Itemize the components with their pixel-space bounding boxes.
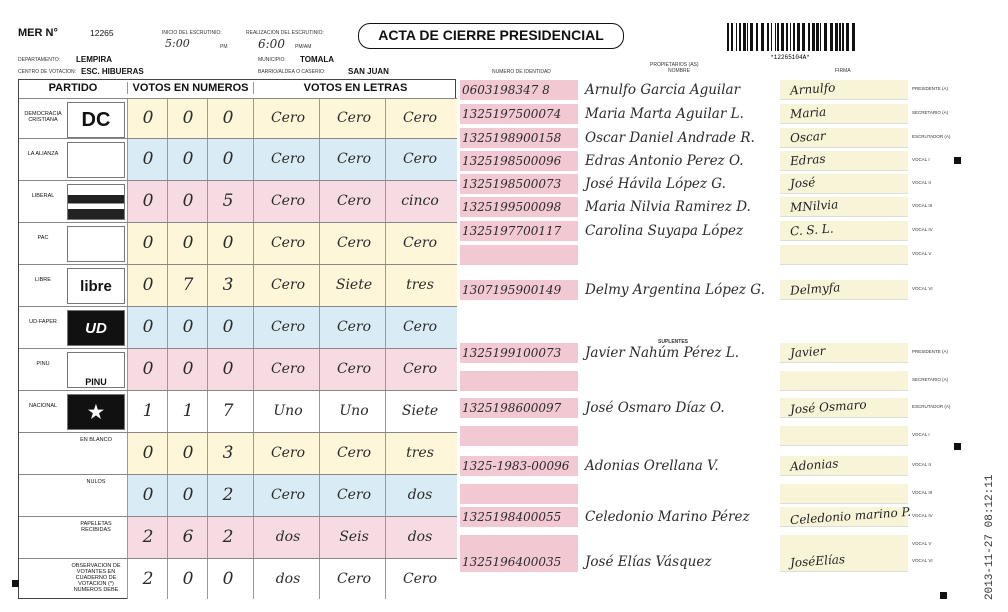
party-logo-text: PINU [85,377,107,387]
municipio-value: TOMALA [300,55,335,64]
barcode-bar [739,23,741,51]
member-signature: Celedonio marino P. [789,504,912,528]
party-label: PAC [37,235,49,241]
cell-divider [167,433,168,474]
registration-mark [954,157,961,164]
barcode-bar [793,23,795,51]
party-logo [67,268,125,304]
vote-digit: 6 [182,527,194,547]
id-box [460,245,578,265]
member-id: 1325198600097 [462,401,562,415]
vote-word: Cero [270,193,306,209]
vote-digit: 1 [142,401,154,421]
realizacion-unit: PM/AM [295,44,312,50]
vote-digit: 2 [142,568,154,589]
barcode-bar [781,23,784,51]
barrio-value: SAN JUAN [348,67,389,76]
member-id: 0603198347 8 [462,83,550,97]
municipio-label: MUNICIPIO: [258,57,286,63]
cell-divider [167,139,168,180]
vote-digit: 0 [142,485,154,505]
vote-digit: 0 [142,108,154,128]
cell-divider [167,475,168,516]
cell-divider [253,475,254,516]
vote-digit: 0 [182,191,194,211]
cell-divider [207,349,208,390]
barcode-bar [852,23,855,51]
party-label: LIBERAL [31,193,55,199]
vote-digit: 0 [142,191,154,211]
mer-label: MER N° [18,27,58,39]
vote-word: Cero [402,151,438,167]
votes-row [19,516,457,558]
cell-divider [253,99,254,138]
cell-divider [253,517,254,558]
vote-word: Cero [270,361,306,377]
vote-digit: 0 [142,275,154,295]
barcode-bar [761,23,764,51]
vote-digit: 0 [182,443,194,463]
col-numeros: VOTOS EN NUMEROS [127,82,253,94]
cell-divider [127,99,128,138]
cell-divider [207,223,208,264]
barrio-label: BARRIO/ALDEA O CASERIO: [258,69,326,75]
member-signature: Delmyfa [789,280,841,298]
vote-word: Cero [336,570,372,587]
member-signature: Maria [789,104,827,122]
cell-divider [207,181,208,222]
member-role: ESCRUTADOR (A) [912,134,951,139]
member-name: Arnulfo Garcia Aguilar [585,82,741,98]
vote-digit: 5 [222,191,234,211]
member-signature: C. S. L. [789,221,835,239]
cell-divider [253,265,254,306]
member-id: 1325197700117 [462,224,562,238]
vote-word: Cero [270,110,306,126]
cell-divider [253,559,254,599]
cell-divider [207,517,208,558]
cell-divider [167,265,168,306]
votes-row [19,180,457,222]
cell-divider [167,559,168,599]
vote-digit: 7 [182,275,194,295]
member-signature: Javier [789,343,826,361]
signature-box [780,426,908,446]
member-name: José Hávila López G. [585,176,726,192]
votes-header-row [19,80,457,98]
member-id: 1325199500098 [462,200,562,214]
barcode-bar [830,23,833,51]
vote-digit: 0 [222,568,234,589]
barcode-bar [786,23,788,51]
vote-digit: 0 [142,317,154,337]
vote-digit: 2 [222,527,234,547]
member-signature: MNilvia [789,197,839,215]
party-logo [67,142,125,178]
cell-divider [207,307,208,348]
cell-divider [127,391,128,432]
vote-word: tres [406,277,434,293]
suplentes-label: SUPLENTES [658,339,689,345]
member-role: VOCAL V [912,251,932,256]
cell-divider [167,99,168,138]
party-label: NULOS [86,479,106,485]
vote-digit: 0 [182,149,194,169]
votes-row [19,390,457,432]
inicio-unit: PM [220,44,228,50]
member-name: Delmy Argentina López G. [585,282,765,298]
vote-digit: 0 [222,233,234,253]
barcode-bar [802,23,805,51]
cell-divider [167,349,168,390]
party-logo-text: DC [81,108,111,131]
member-signature: Edras [789,151,826,169]
member-role: VOCAL II [912,180,931,185]
vote-digit: 0 [182,485,194,505]
vote-digit: 2 [142,527,154,547]
party-label: UD-FAPER [29,319,57,325]
vote-digit: 0 [182,108,194,128]
vote-digit: 0 [222,149,234,169]
member-role: VOCAL V [912,541,932,546]
cell-divider [127,223,128,264]
vote-digit: 0 [142,149,154,169]
realizacion-label: REALIZACION DEL ESCRUTINIO: [246,30,324,36]
member-role: SECRETARIO (A) [912,377,949,382]
cell-divider [207,559,208,599]
col-partido: PARTIDO [48,82,98,94]
party-logo [67,102,125,138]
member-name: Carolina Suyapa López [585,223,744,239]
vote-word: dos [407,487,433,503]
vote-word: Cero [270,319,306,335]
member-signature: JoséElías [789,552,846,570]
barcode-bar [727,23,729,51]
cell-divider [127,181,128,222]
cell-divider [253,139,254,180]
cell-divider [127,139,128,180]
votes-row [19,348,457,390]
cell-divider [167,223,168,264]
barcode-bar [775,23,776,51]
member-signature: Oscar [789,128,827,146]
votes-row [19,474,457,516]
col-propietarios: PROPIETARIOS (AS) [650,62,699,68]
cell-divider [207,391,208,432]
vote-word: Cero [336,361,372,377]
party-label: LA ALIANZA [27,151,59,157]
member-role: PRESIDENTE (A) [912,349,949,354]
mer-number: 12265 [90,28,114,38]
barcode-bar [767,23,769,51]
vote-digit: 0 [222,317,234,337]
member-role: SECRETARIO (A) [912,110,949,115]
member-name: José Elías Vásquez [585,554,712,570]
barcode-bar [731,23,733,51]
vote-word: Seis [339,529,369,545]
vote-word: Cero [336,235,372,251]
party-label: OBSERVACION DE VOTANTES EN CUADERNO DE VOTACION (*) NUMEROS DEBE [71,563,121,593]
cell-divider [167,181,168,222]
vote-word: dos [275,529,301,545]
votes-row [19,98,457,138]
vote-word: Cero [336,319,372,335]
member-role: VOCAL III [912,490,933,495]
party-logo [67,310,125,346]
signature-box [780,371,908,391]
party-label: DEMOCRACIA CRISTIANA [24,111,62,123]
vote-word: Cero [402,361,438,377]
member-id: 1325198400055 [462,510,562,524]
member-role: ESCRUTADOR (A) [912,404,951,409]
barcode-bar [797,23,800,51]
vote-word: Cero [402,319,438,335]
member-id: 1325198500073 [462,177,562,191]
member-signature: Arnulfo [789,80,836,98]
vote-word: Cero [336,445,372,461]
vote-word: Uno [339,403,369,419]
member-name: Maria Marta Aguilar L. [585,106,744,122]
id-box [460,484,578,504]
cell-divider [127,559,128,599]
votes-row [19,432,457,474]
member-id: 1325197500074 [462,107,562,121]
member-role: VOCAL II [912,462,931,467]
vote-digit: 0 [182,317,194,337]
vote-word: cinco [401,193,439,209]
vote-digit: 0 [182,233,194,253]
vote-word: Cero [270,235,306,251]
votes-row [19,138,457,180]
vote-digit: 0 [182,568,194,589]
vote-word: Siete [335,277,373,293]
barcode-bar [839,23,841,51]
cell-divider [167,307,168,348]
vote-digit: 0 [222,359,234,379]
member-role: VOCAL VI [912,286,933,291]
signature-box [780,245,908,265]
cell-divider [127,517,128,558]
votes-row [19,306,457,348]
barcode-bar [790,23,791,51]
barcode-bar [812,23,815,51]
member-id: 1325199100073 [462,346,562,360]
vote-word: Siete [401,403,439,419]
member-signature: José Osmaro [789,397,868,417]
inicio-label: INICIO DEL ESCRUTINIO: [162,30,222,36]
cell-divider [207,433,208,474]
cell-divider [207,139,208,180]
cell-divider [207,99,208,138]
vote-word: Cero [336,193,372,209]
votes-row [19,222,457,264]
col-letras: VOTOS EN LETRAS [253,82,457,94]
votes-row [19,264,457,306]
barcode-text: *12265104A* [770,54,810,60]
vote-digit: 3 [222,275,234,295]
registration-mark [940,592,947,599]
barcode-bar [816,23,819,51]
party-label: PINU [36,361,50,367]
votes-row [19,558,457,599]
scan-timestamp: 2013-11-27 08:12:11 [984,474,996,600]
departamento-label: DEPARTAMENTO: [18,57,61,63]
cell-divider [253,433,254,474]
barcode-bar [756,23,758,51]
cell-divider [127,475,128,516]
member-id: 1307195900149 [462,283,562,297]
cell-divider [207,265,208,306]
departamento-value: LEMPIRA [76,55,112,64]
member-role: VOCAL IV [912,513,933,518]
member-name: José Osmaro Díaz O. [585,400,725,416]
vote-digit: 2 [222,485,234,505]
barcode-bar [771,23,772,51]
barcode-bar [842,23,844,51]
cell-divider [253,349,254,390]
barcode-bar [750,23,753,51]
barcode-bar [747,23,748,51]
vote-digit: 0 [222,108,234,128]
vote-digit: 1 [182,401,194,421]
barcode-bar [808,23,810,51]
party-logo [67,352,125,388]
vote-word: Cero [336,110,372,126]
member-name: Celedonio Marino Pérez [585,509,750,525]
vote-digit: 0 [142,233,154,253]
member-name: Oscar Daniel Andrade R. [585,130,755,146]
vote-word: dos [275,570,301,587]
vote-word: Cero [402,110,438,126]
party-logo-text: UD [85,319,107,337]
party-logo-text: libre [80,277,112,295]
cell-divider [167,391,168,432]
member-role: VOCAL VI [912,558,933,563]
col-firma: FIRMA [835,68,851,74]
vote-digit: 0 [142,359,154,379]
centro-label: CENTRO DE VOTACION: [18,69,76,75]
cell-divider [253,391,254,432]
member-name: Javier Nahúm Pérez L. [585,345,740,361]
member-id: 1325198900158 [462,131,562,145]
member-role: VOCAL I [912,432,930,437]
barcode-bar [820,23,821,51]
member-id: 1325-1983-00096 [462,459,570,473]
barcode-bar [743,23,746,51]
party-label: PAPELETAS RECIBIDAS [80,521,112,533]
vote-digit: 7 [222,401,234,421]
barcode-bar [824,23,827,51]
cell-divider [127,265,128,306]
inicio-value: 5:00 [165,37,190,50]
signature-box [780,484,908,504]
cell-divider [167,517,168,558]
realizacion-value: 6:00 [258,37,285,51]
member-id: 1325196400035 [462,555,562,569]
member-role: VOCAL I [912,157,930,162]
barcode-bar [846,23,849,51]
barcode-bar [777,23,779,51]
vote-digit: 0 [142,443,154,463]
vote-digit: 3 [222,443,234,463]
member-name: Maria Nilvia Ramirez D. [585,199,751,215]
vote-word: Cero [402,235,438,251]
party-label: LIBRE [35,277,51,283]
vote-word: Cero [270,151,306,167]
cell-divider [127,349,128,390]
member-role: VOCAL IV [912,227,933,232]
id-box [460,426,578,446]
cell-divider [253,307,254,348]
vote-word: Uno [273,403,303,419]
barcode [725,22,855,60]
vote-word: Cero [270,277,306,293]
party-label: EN BLANCO [80,437,112,443]
id-box [460,371,578,391]
cell-divider [253,223,254,264]
col-id: NUMERO DE IDENTIDAD [492,69,551,75]
centro-value: ESC. HIBUERAS [81,67,144,76]
member-name: Edras Antonio Perez O. [585,153,744,169]
registration-mark [954,443,961,450]
party-label: NACIONAL [28,403,58,409]
party-logo [67,184,125,220]
vote-word: Cero [270,487,306,503]
vote-word: Cero [270,445,306,461]
document-title: ACTA DE CIERRE PRESIDENCIAL [358,23,624,49]
registration-mark [12,580,19,587]
member-signature: José [789,175,816,191]
member-id: 1325198500096 [462,154,562,168]
vote-word: Cero [336,151,372,167]
cell-divider [127,307,128,348]
col-nombre: NOMBRE [668,68,690,74]
vote-digit: 0 [182,359,194,379]
vote-word: tres [406,445,434,461]
cell-divider [207,475,208,516]
party-logo [67,226,125,262]
barcode-bar [835,23,838,51]
vote-word: Cero [402,570,438,587]
member-role: VOCAL III [912,203,933,208]
member-role: PRESIDENTE (A) [912,86,949,91]
cell-divider [253,181,254,222]
member-name: Adonias Orellana V. [585,458,719,474]
party-logo: ★ [67,394,125,430]
votes-table [18,79,456,599]
cell-divider [127,433,128,474]
barcode-bar [736,23,737,51]
member-signature: Adonias [789,456,839,474]
vote-word: dos [407,529,433,545]
vote-word: Cero [336,487,372,503]
